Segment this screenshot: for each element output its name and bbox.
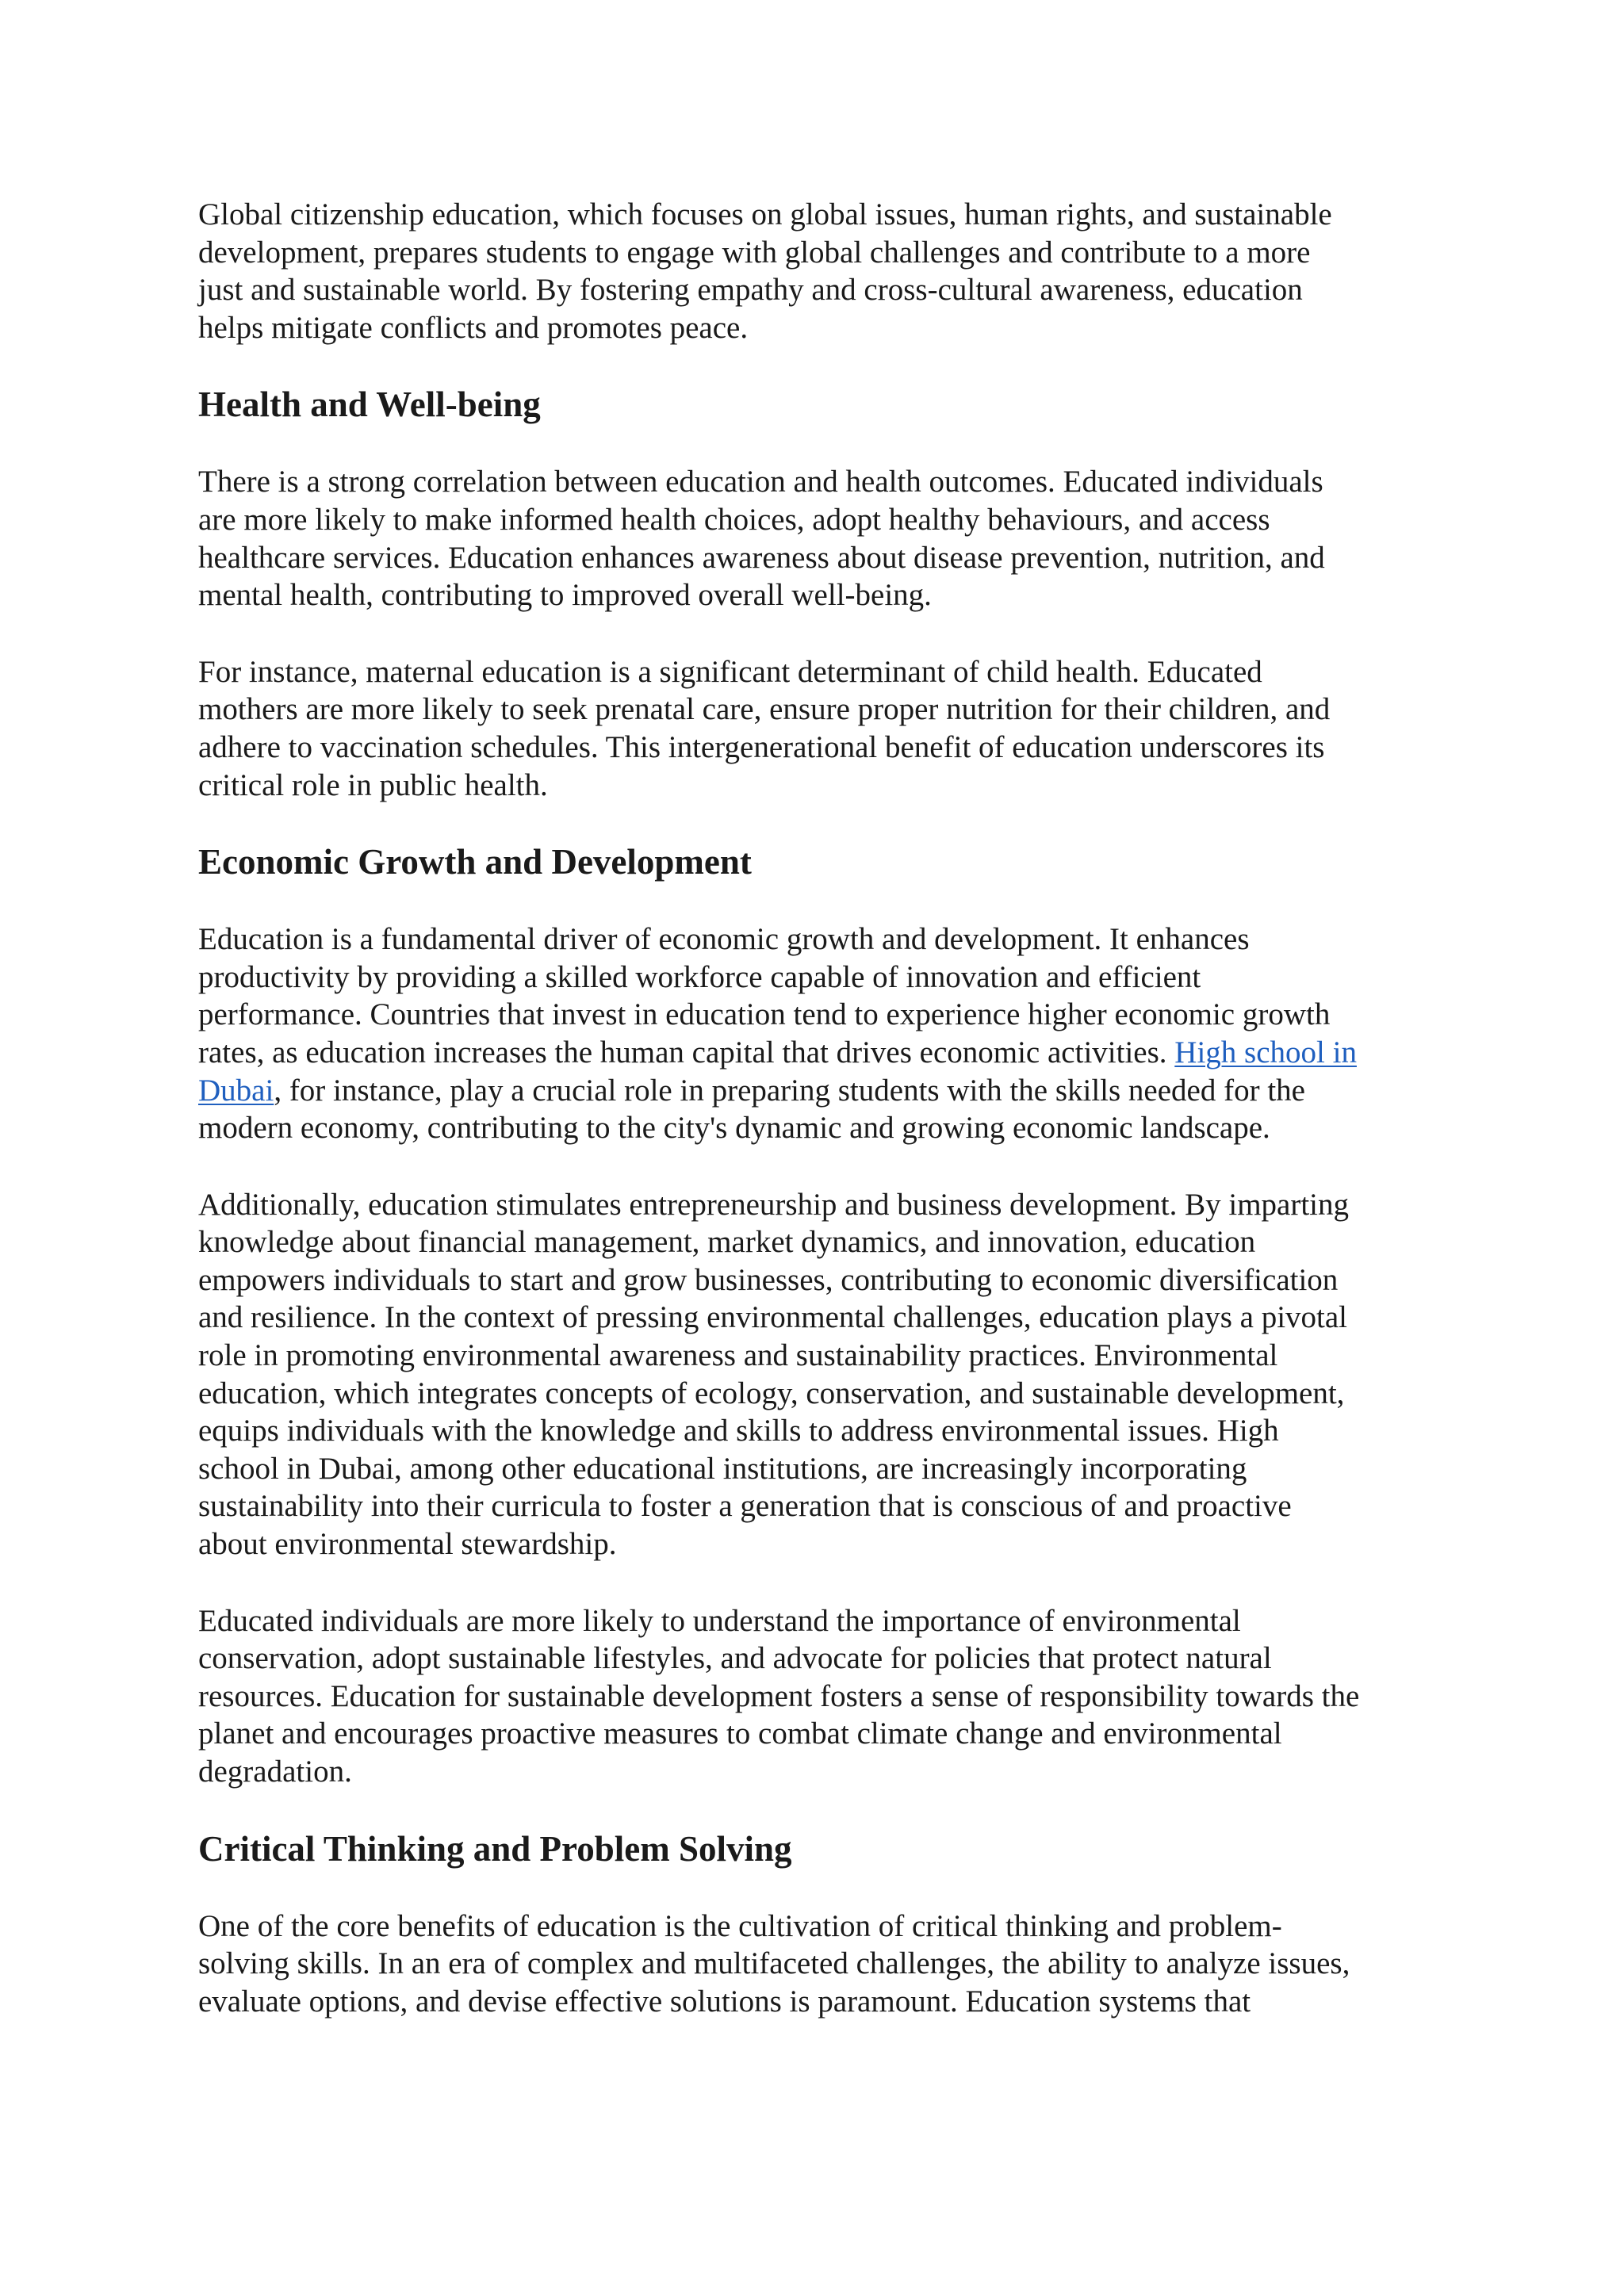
- text-line: Education is a fundamental driver of economic growth and development. It enhances: [198, 922, 1250, 957]
- text-line: about environmental stewardship.: [198, 1527, 617, 1562]
- text-line: development, prepares students to engage with global challenges and contribute to a more: [198, 235, 1311, 270]
- text-segment: rates, as education increases the human capital that drives economic activities.: [198, 1035, 1175, 1070]
- text-line: evaluate options, and devise effective solutions is paramount. Education systems that: [198, 1984, 1251, 2019]
- heading-critical-thinking: Critical Thinking and Problem Solving: [198, 1828, 792, 1869]
- text-line: and resilience. In the context of pressing environmental challenges, education plays a pivotal: [198, 1300, 1348, 1335]
- text-line: empowers individuals to start and grow businesses, contributing to economic diversification: [198, 1262, 1339, 1297]
- spacer: [198, 884, 1451, 920]
- spacer: [198, 1147, 1451, 1186]
- paragraph-entrepreneurship: [198, 1186, 1451, 1563]
- text-line: mothers are more likely to seek prenatal care, ensure proper nutrition for their children, and: [198, 692, 1331, 727]
- text-line: school in Dubai, among other educational institutions, are increasingly incorporating: [198, 1451, 1247, 1486]
- text-line: [198, 1034, 1451, 1072]
- text-line: resources. Education for sustainable development fosters a sense of responsibility towards the: [198, 1678, 1360, 1713]
- text-line: There is a strong correlation between education and health outcomes. Educated individuals: [198, 465, 1323, 499]
- text-line: degradation.: [198, 1755, 352, 1789]
- text-line: For instance, maternal education is a significant determinant of child health. Educated: [198, 654, 1262, 689]
- text-line: equips individuals with the knowledge and skills to address environmental issues. High: [198, 1414, 1279, 1448]
- text-line: sustainability into their curricula to foster a generation that is conscious of and proactive: [198, 1489, 1292, 1524]
- text-line: One of the core benefits of education is the cultivation of critical thinking and problem-: [198, 1908, 1282, 1943]
- document-body: [198, 196, 1451, 2020]
- text-line: performance. Countries that invest in education tend to experience higher economic growth: [198, 997, 1331, 1032]
- text-line: productivity by providing a skilled workforce capable of innovation and efficient: [198, 959, 1201, 994]
- text-line: critical role in public health.: [198, 767, 548, 802]
- heading-economic-growth: Economic Growth and Development: [198, 842, 752, 882]
- text-line: modern economy, contributing to the city's dynamic and growing economic landscape.: [198, 1111, 1270, 1146]
- text-line: education, which integrates concepts of ecology, conservation, and sustainable development,: [198, 1376, 1345, 1410]
- text-line: [198, 1072, 1451, 1110]
- text-line: mental health, contributing to improved overall well-being.: [198, 578, 932, 613]
- text-line: Additionally, education stimulates entrepreneurship and business development. By imparting: [198, 1187, 1349, 1222]
- paragraph-economic-driver: [198, 920, 1451, 1147]
- spacer: [198, 346, 1451, 382]
- text-line: knowledge about financial management, market dynamics, and innovation, education: [198, 1225, 1256, 1260]
- paragraph-environmental-conservation: [198, 1602, 1451, 1791]
- spacer: [198, 1871, 1451, 1908]
- text-line: healthcare services. Education enhances awareness about disease prevention, nutrition, and: [198, 540, 1325, 575]
- text-line: helps mitigate conflicts and promotes peace.: [198, 310, 749, 345]
- paragraph-global-citizenship: [198, 196, 1451, 346]
- text-line: role in promoting environmental awareness and sustainability practices. Environmental: [198, 1338, 1278, 1373]
- spacer: [198, 614, 1451, 653]
- spacer: [198, 427, 1451, 463]
- paragraph-maternal-education: [198, 653, 1451, 804]
- text-line: adhere to vaccination schedules. This intergenerational benefit of education underscores its: [198, 729, 1325, 764]
- text-line: planet and encourages proactive measures to combat climate change and environmental: [198, 1716, 1282, 1751]
- paragraph-critical-thinking: [198, 1908, 1451, 2021]
- text-line: conservation, adopt sustainable lifestyles, and advocate for policies that protect natural: [198, 1641, 1272, 1676]
- high-school-dubai-link[interactable]: High school in: [1174, 1035, 1357, 1070]
- high-school-dubai-link-continued[interactable]: Dubai: [198, 1073, 274, 1108]
- spacer: [198, 804, 1451, 840]
- text-line: are more likely to make informed health choices, adopt healthy behaviours, and access: [198, 502, 1270, 537]
- spacer: [198, 1791, 1451, 1827]
- text-segment: , for instance, play a crucial role in preparing students with the skills needed for the: [274, 1073, 1305, 1108]
- text-line: just and sustainable world. By fostering empathy and cross-cultural awareness, education: [198, 273, 1303, 308]
- text-line: solving skills. In an era of complex and multifaceted challenges, the ability to analyze issues,: [198, 1946, 1350, 1981]
- paragraph-health-correlation: [198, 463, 1451, 614]
- text-line: Educated individuals are more likely to understand the importance of environmental: [198, 1603, 1241, 1638]
- text-line: Global citizenship education, which focuses on global issues, human rights, and sustainable: [198, 197, 1332, 232]
- heading-health-well-being: Health and Well-being: [198, 385, 541, 425]
- spacer: [198, 1563, 1451, 1602]
